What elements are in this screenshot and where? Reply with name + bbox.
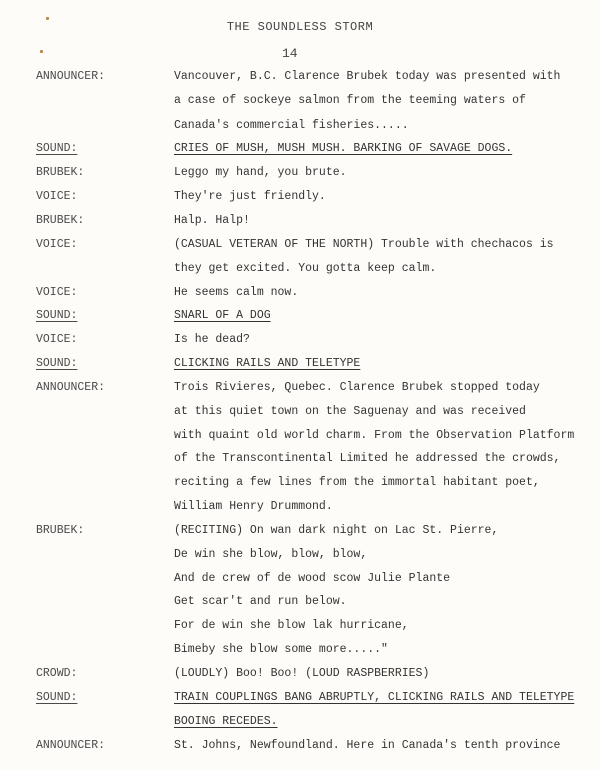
dialogue-text: Trois Rivieres, Quebec. Clarence Brubek stopped today: [174, 381, 540, 394]
speaker-label: CROWD:: [36, 667, 78, 680]
script-line: [0, 592, 600, 612]
script-line: [0, 497, 600, 517]
script-line: [0, 163, 600, 183]
dialogue-text: Get scar't and run below.: [174, 595, 347, 608]
script-line: [0, 545, 600, 565]
script-line: [0, 354, 600, 374]
script-line: [0, 330, 600, 350]
dialogue-text: (CASUAL VETERAN OF THE NORTH) Trouble with chechacos is: [174, 238, 554, 251]
script-line: [0, 378, 600, 398]
script-line: [0, 712, 600, 732]
dialogue-text: of the Transcontinental Limited he addressed the crowds,: [174, 452, 561, 465]
ink-speck: [40, 50, 43, 53]
dialogue-text: Halp. Halp!: [174, 214, 250, 227]
dialogue-text: at this quiet town on the Saguenay and was received: [174, 405, 526, 418]
script-line: [0, 473, 600, 493]
script-line: [0, 116, 600, 136]
script-line: [0, 449, 600, 469]
speaker-label: VOICE:: [36, 286, 78, 299]
dialogue-text: a case of sockeye salmon from the teeming waters of: [174, 94, 526, 107]
page-number: 14: [282, 46, 298, 61]
dialogue-text: (LOUDLY) Boo! Boo! (LOUD RASPBERRIES): [174, 667, 430, 680]
script-line: [0, 306, 600, 326]
sound-cue-text: BOOING RECEDES.: [174, 715, 278, 728]
speaker-label: SOUND:: [36, 309, 78, 322]
script-line: [0, 664, 600, 684]
dialogue-text: with quaint old world charm. From the Observation Platform: [174, 429, 575, 442]
speaker-label: VOICE:: [36, 190, 78, 203]
script-line: [0, 235, 600, 255]
speaker-label: BRUBEK:: [36, 524, 85, 537]
dialogue-text: De win she blow, blow, blow,: [174, 548, 368, 561]
script-line: [0, 211, 600, 231]
sound-cue-text: CLICKING RAILS AND TELETYPE: [174, 357, 361, 370]
script-line: [0, 736, 600, 756]
dialogue-text: (RECITING) On wan dark night on Lac St. Pierre,: [174, 524, 499, 537]
script-line: [0, 259, 600, 279]
speaker-label: ANNOUNCER:: [36, 381, 106, 394]
dialogue-text: William Henry Drummond.: [174, 500, 333, 513]
dialogue-text: St. Johns, Newfoundland. Here in Canada's tenth province: [174, 739, 561, 752]
speaker-label: ANNOUNCER:: [36, 70, 106, 83]
speaker-label: SOUND:: [36, 142, 78, 155]
dialogue-text: Leggo my hand, you brute.: [174, 166, 347, 179]
dialogue-text: He seems calm now.: [174, 286, 299, 299]
dialogue-text: they get excited. You gotta keep calm.: [174, 262, 437, 275]
script-line: [0, 688, 600, 708]
script-line: [0, 569, 600, 589]
dialogue-text: Canada's commercial fisheries.....: [174, 119, 409, 132]
sound-cue-text: TRAIN COUPLINGS BANG ABRUPTLY, CLICKING RAILS AND TELETYPE: [174, 691, 575, 704]
dialogue-text: Bimeby she blow some more.....": [174, 643, 388, 656]
speaker-label: BRUBEK:: [36, 214, 85, 227]
script-line: [0, 426, 600, 446]
script-line: [0, 283, 600, 303]
script-line: [0, 616, 600, 636]
speaker-label: VOICE:: [36, 333, 78, 346]
speaker-label: ANNOUNCER:: [36, 739, 106, 752]
speaker-label: VOICE:: [36, 238, 78, 251]
dialogue-text: For de win she blow lak hurricane,: [174, 619, 409, 632]
page-title: THE SOUNDLESS STORM: [226, 20, 374, 34]
script-line: [0, 187, 600, 207]
script-line: [0, 521, 600, 541]
script-line: [0, 402, 600, 422]
script-line: [0, 640, 600, 660]
script-line: [0, 91, 600, 111]
sound-cue-text: CRIES OF MUSH, MUSH MUSH. BARKING OF SAVAGE DOGS.: [174, 142, 513, 155]
dialogue-text: They're just friendly.: [174, 190, 326, 203]
script-line: [0, 139, 600, 159]
dialogue-text: Vancouver, B.C. Clarence Brubek today was presented with: [174, 70, 561, 83]
speaker-label: SOUND:: [36, 691, 78, 704]
speaker-label: SOUND:: [36, 357, 78, 370]
sound-cue-text: SNARL OF A DOG: [174, 309, 271, 322]
dialogue-text: reciting a few lines from the immortal habitant poet,: [174, 476, 540, 489]
script-line: [0, 67, 600, 87]
speaker-label: BRUBEK:: [36, 166, 85, 179]
dialogue-text: And de crew of de wood scow Julie Plante: [174, 572, 451, 585]
dialogue-text: Is he dead?: [174, 333, 250, 346]
